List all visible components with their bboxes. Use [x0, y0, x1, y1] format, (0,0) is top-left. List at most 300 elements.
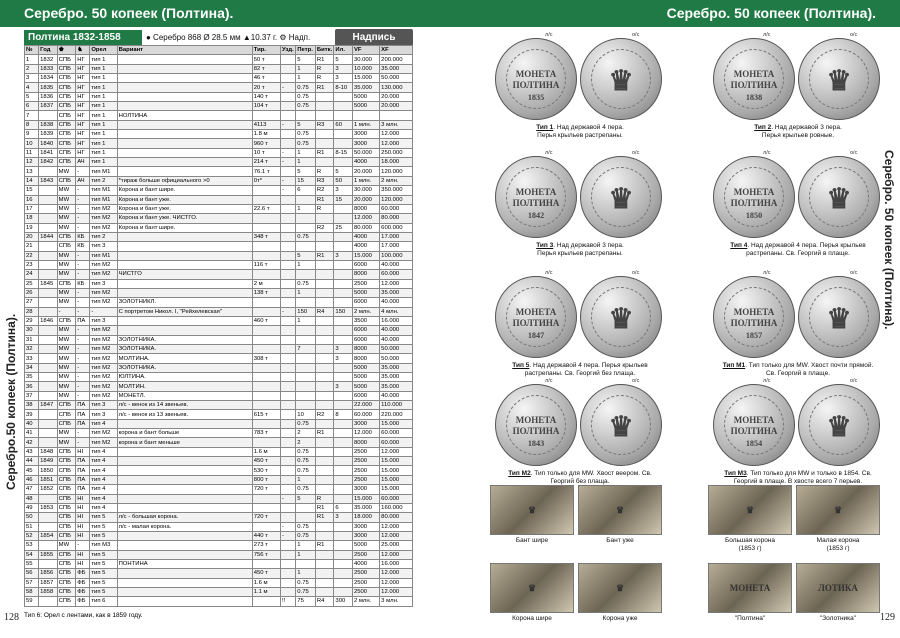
table-cell: - [76, 373, 90, 382]
table-cell [281, 279, 296, 288]
table-cell [296, 111, 316, 120]
table-cell: 3000 [352, 419, 379, 428]
side-title-right: Серебро. 50 копеек (Полтина). [882, 150, 896, 330]
table-cell: 3 млн. [380, 120, 413, 129]
table-cell: тип М2 [90, 373, 117, 382]
table-cell: R1 [315, 83, 334, 92]
table-cell: тип 4 [90, 485, 117, 494]
table-cell: ФБ [76, 569, 90, 578]
table-row [25, 335, 413, 344]
table-cell: 10 т [252, 148, 280, 157]
table-cell [315, 485, 334, 494]
table-cell: 120.000 [380, 195, 413, 204]
table-cell: 20 [25, 232, 39, 241]
table-cell: 35 [25, 373, 39, 382]
table-cell: 54 [25, 550, 39, 559]
table-cell: НГ [76, 139, 90, 148]
table-cell: тип М1 [90, 251, 117, 260]
table-cell: R [315, 494, 334, 503]
table-cell [296, 354, 316, 363]
table-cell: 60.000 [380, 438, 413, 447]
table-cell: 2500 [352, 279, 379, 288]
table-cell: 16 [25, 195, 39, 204]
table-cell: 30.000 [352, 55, 379, 64]
table-cell [334, 139, 353, 148]
table-cell: НI [76, 513, 90, 522]
table-cell: тип 3 [90, 279, 117, 288]
table-cell: тип М2 [90, 391, 117, 400]
table-cell [281, 513, 296, 522]
table-cell: НI [76, 447, 90, 456]
table-cell: 1 [296, 148, 316, 157]
table-cell [315, 242, 334, 251]
table-cell: 0т* [252, 176, 280, 185]
table-cell: 120.000 [380, 167, 413, 176]
table-cell: СПБ [57, 148, 76, 157]
detail-motif: ♛ [615, 505, 625, 516]
detail-motif: ЛОТИКА [818, 583, 858, 594]
coin-year: 1847 [527, 331, 545, 341]
table-cell [252, 307, 280, 316]
table-cell: 15.000 [352, 494, 379, 503]
table-cell: 783 т [252, 429, 280, 438]
table-cell [281, 466, 296, 475]
table-cell: тип М2 [90, 354, 117, 363]
table-cell: Корона и бант шире. [117, 223, 252, 232]
table-row [25, 363, 413, 372]
table-cell [117, 288, 252, 297]
table-row [25, 541, 413, 550]
column-header: ♞ [76, 46, 90, 55]
table-cell [296, 326, 316, 335]
table-cell: 15 [334, 195, 353, 204]
table-row [25, 83, 413, 92]
coin-legend: МОНЕТА ПОЛТИНА [730, 306, 778, 328]
table-row [25, 139, 413, 148]
table-cell: R [315, 74, 334, 83]
table-cell: 1842 [39, 158, 58, 167]
coin-caption: Тип М1. Тип только для MW. Хвост почти прямой. Св. Георгий в плаще. [722, 362, 874, 377]
table-cell: 1849 [39, 457, 58, 466]
table-cell: тип М2 [90, 260, 117, 269]
table-cell: 3 [25, 74, 39, 83]
table-cell: MW [57, 345, 76, 354]
table-row [25, 298, 413, 307]
table-cell: тип 4 [90, 447, 117, 456]
table-cell [315, 260, 334, 269]
table-cell [315, 391, 334, 400]
table-cell: MW [57, 204, 76, 213]
table-cell: 308 т [252, 354, 280, 363]
table-row [25, 111, 413, 120]
table-cell: 49 [25, 503, 39, 512]
table-cell: СПБ [57, 559, 76, 568]
table-cell [334, 279, 353, 288]
table-cell: 1853 [39, 503, 58, 512]
side-title-left: Серебро.50 копеек (Полтина). [4, 313, 18, 490]
table-row [25, 345, 413, 354]
table-cell [296, 242, 316, 251]
table-cell [334, 494, 353, 503]
table-cell: MW [57, 195, 76, 204]
table-cell: СПБ [57, 139, 76, 148]
table-cell: - [76, 382, 90, 391]
table-cell: 2500 [352, 550, 379, 559]
table-cell: тип 5 [90, 550, 117, 559]
table-cell: ПА [76, 457, 90, 466]
table-cell: КБ [76, 242, 90, 251]
table-cell: тип М2 [90, 363, 117, 372]
table-cell: СПБ [57, 401, 76, 410]
detail-caption: Бант уже [606, 537, 634, 544]
table-cell [281, 270, 296, 279]
table-cell [39, 354, 58, 363]
table-cell: СПБ [57, 410, 76, 419]
table-cell: МОЛТИНА. [117, 354, 252, 363]
table-cell: 35.000 [380, 382, 413, 391]
table-row [25, 204, 413, 213]
header-left: Серебро. 50 копеек (Полтина). [0, 0, 450, 27]
table-cell: - [76, 260, 90, 269]
table-cell: MW [57, 438, 76, 447]
table-cell [334, 102, 353, 111]
table-cell: 11 [25, 148, 39, 157]
label-os: о/с [632, 270, 640, 276]
table-cell: 52 [25, 531, 39, 540]
table-cell: 46 т [252, 74, 280, 83]
detail-photo [490, 563, 574, 613]
table-cell: 1 [296, 316, 316, 325]
table-cell: тип 1 [90, 158, 117, 167]
table-cell: 76.1 т [252, 167, 280, 176]
table-cell [281, 410, 296, 419]
table-cell [315, 438, 334, 447]
detail-caption: "Золотника" [819, 615, 857, 622]
table-cell [281, 288, 296, 297]
label-ls: л/с [545, 32, 553, 38]
table-cell: 200.000 [380, 55, 413, 64]
table-cell [315, 279, 334, 288]
coin-legend: МОНЕТА ПОЛТИНА [730, 68, 778, 90]
table-cell: 1.1 м [252, 587, 280, 596]
table-cell: 4 [25, 83, 39, 92]
label-ls: л/с [545, 150, 553, 156]
table-cell: 3 [334, 251, 353, 260]
table-cell: 35.000 [352, 83, 379, 92]
table-row [25, 401, 413, 410]
table-cell: 1 [296, 204, 316, 213]
table-cell: 960 т [252, 139, 280, 148]
table-cell: НГ [76, 55, 90, 64]
table-cell: 15.000 [352, 74, 379, 83]
table-cell: 10.000 [352, 64, 379, 73]
table-cell [281, 485, 296, 494]
caption-type: Тип 3 [536, 242, 554, 249]
column-header: Ил. [334, 46, 353, 55]
table-cell: - [76, 186, 90, 195]
table-cell: R1 [315, 148, 334, 157]
table-cell: 20.000 [352, 167, 379, 176]
table-cell: - [76, 429, 90, 438]
table-cell [117, 475, 252, 484]
table-cell: 440 т [252, 531, 280, 540]
table-cell [252, 391, 280, 400]
table-cell: 1833 [39, 64, 58, 73]
label-os: о/с [850, 270, 858, 276]
table-cell [39, 335, 58, 344]
table-cell: 6 [296, 186, 316, 195]
table-cell: 100.000 [380, 251, 413, 260]
table-cell: 1848 [39, 447, 58, 456]
table-cell [315, 270, 334, 279]
table-cell: 5 [334, 55, 353, 64]
coin-legend: МОНЕТА ПОЛТИНА [512, 68, 560, 90]
coin-reverse [713, 38, 795, 120]
table-cell: НГ [76, 64, 90, 73]
table-cell [334, 204, 353, 213]
table-cell [281, 363, 296, 372]
coin-specs: ● Серебро 868 Ø 28.5 мм ▲10.37 г. ⚙ Надп. [146, 33, 311, 42]
table-cell [39, 298, 58, 307]
table-cell: 60.000 [380, 494, 413, 503]
table-cell [117, 316, 252, 325]
table-cell: 16.000 [380, 559, 413, 568]
table-row [25, 214, 413, 223]
table-cell [334, 401, 353, 410]
column-header: ♚ [57, 46, 76, 55]
table-cell: НI [76, 550, 90, 559]
table-cell: 21 [25, 242, 39, 251]
table-cell: СПБ [57, 316, 76, 325]
table-cell: MW [57, 541, 76, 550]
coin-caption: Тип 3. Над державой 3 пера. Перья крыльев растрепаны. [536, 242, 624, 257]
table-cell: НI [76, 503, 90, 512]
table-cell: 1 [296, 541, 316, 550]
table-cell [315, 569, 334, 578]
table-cell [296, 270, 316, 279]
table-cell: 20 т [252, 83, 280, 92]
table-cell [281, 447, 296, 456]
table-cell [315, 531, 334, 540]
table-cell [315, 419, 334, 428]
table-cell: 0.75 [296, 447, 316, 456]
label-os: о/с [850, 150, 858, 156]
table-row [25, 64, 413, 73]
table-cell: 1 [296, 158, 316, 167]
table-cell: 1837 [39, 102, 58, 111]
label-os: о/с [850, 32, 858, 38]
table-cell: 38 [25, 401, 39, 410]
table-cell: 600.000 [380, 223, 413, 232]
table-row [25, 419, 413, 428]
table-cell: НГ [76, 74, 90, 83]
table-cell: 60 [334, 120, 353, 129]
table-cell: СПБ [57, 83, 76, 92]
table-cell [281, 429, 296, 438]
table-cell: 26 [25, 288, 39, 297]
table-cell: тип 1 [90, 102, 117, 111]
coin-year: 1854 [745, 439, 763, 449]
table-cell: 60.000 [352, 410, 379, 419]
table-cell [315, 298, 334, 307]
table-cell: 1847 [39, 401, 58, 410]
table-cell: 12.000 [380, 447, 413, 456]
table-cell: 17 [25, 204, 39, 213]
table-cell: 1839 [39, 130, 58, 139]
table-cell: 3000 [352, 139, 379, 148]
table-cell: 2500 [352, 569, 379, 578]
table-cell: тип М2 [90, 214, 117, 223]
column-header: Битк. [316, 47, 333, 54]
table-cell [281, 335, 296, 344]
table-cell [281, 260, 296, 269]
table-cell: 1852 [39, 485, 58, 494]
table-cell: 5 [296, 167, 316, 176]
table-cell: л/с - большая корона. [117, 513, 252, 522]
table-cell [334, 587, 353, 596]
table-cell [281, 316, 296, 325]
table-cell [334, 260, 353, 269]
table-cell: СПБ [57, 569, 76, 578]
table-row [25, 270, 413, 279]
table-cell [117, 167, 252, 176]
coin-reverse [495, 156, 577, 238]
table-cell [334, 559, 353, 568]
table-cell: 1844 [39, 232, 58, 241]
table-cell [315, 326, 334, 335]
table-cell [39, 214, 58, 223]
detail-motif: ♛ [833, 505, 843, 516]
table-cell: 0.75 [296, 587, 316, 596]
coin-obverse [798, 38, 880, 120]
table-cell: 5 [25, 92, 39, 101]
column-header: № [25, 46, 39, 55]
table-row [25, 326, 413, 335]
table-row [25, 158, 413, 167]
table-cell [117, 260, 252, 269]
table-cell [252, 597, 280, 606]
table-cell: ФБ [76, 597, 90, 606]
table-cell: MW [57, 429, 76, 438]
table-cell: 15.000 [380, 485, 413, 494]
table-cell: MW [57, 260, 76, 269]
table-cell: - [281, 120, 296, 129]
table-cell [281, 578, 296, 587]
table-cell: 5000 [352, 382, 379, 391]
table-cell: 160.000 [380, 503, 413, 512]
table-cell: НГ [76, 83, 90, 92]
table-cell: 3 [334, 382, 353, 391]
table-cell [352, 111, 379, 120]
table-row [25, 457, 413, 466]
caption-type: Тип М3 [724, 470, 747, 477]
table-cell: 35.000 [380, 363, 413, 372]
table-cell: 12.000 [380, 569, 413, 578]
table-cell [281, 92, 296, 101]
table-cell [39, 438, 58, 447]
table-cell [315, 373, 334, 382]
table-cell [39, 373, 58, 382]
table-cell: 80.000 [352, 223, 379, 232]
table-cell: 6000 [352, 298, 379, 307]
table-cell: НI [76, 494, 90, 503]
table-cell [315, 550, 334, 559]
table-cell: R4 [315, 597, 334, 606]
table-cell: СПБ [57, 466, 76, 475]
table-cell: тип 3 [90, 316, 117, 325]
table-cell: 1 [296, 260, 316, 269]
table-cell: 44 [25, 457, 39, 466]
table-cell: 15.000 [380, 466, 413, 475]
table-row [25, 195, 413, 204]
table-cell: АЧ [76, 158, 90, 167]
table-cell: 1.8 м [252, 130, 280, 139]
table-cell: *тираж больше официального >0 [117, 176, 252, 185]
table-cell [281, 419, 296, 428]
table-cell [117, 102, 252, 111]
table-row [25, 316, 413, 325]
table-cell [334, 92, 353, 101]
table-row [25, 494, 413, 503]
table-cell [117, 419, 252, 428]
table-cell: 1.6 м [252, 447, 280, 456]
table-cell: тип 4 [90, 475, 117, 484]
table-cell: ЗОЛОТНИКА. [117, 363, 252, 372]
table-cell: - [76, 214, 90, 223]
table-cell [334, 522, 353, 531]
table-cell: ПА [76, 466, 90, 475]
table-cell: MW [57, 186, 76, 195]
table-row [25, 354, 413, 363]
table-cell: R1 [315, 55, 334, 64]
eagle-icon: ♛ [608, 411, 634, 443]
table-cell [117, 242, 252, 251]
table-cell: 1838 [39, 120, 58, 129]
table-cell: 80.000 [380, 513, 413, 522]
table-cell: 5000 [352, 102, 379, 111]
table-cell: 2500 [352, 457, 379, 466]
detail-caption: "Полтина" [734, 615, 766, 622]
table-cell: 0.75 [296, 457, 316, 466]
table-cell [281, 401, 296, 410]
table-cell: - [281, 307, 296, 316]
table-cell: СПБ [57, 597, 76, 606]
table-cell: 27 [25, 298, 39, 307]
table-cell: СПБ [57, 513, 76, 522]
table-cell [117, 120, 252, 129]
table-cell: 40.000 [380, 298, 413, 307]
table-cell [296, 503, 316, 512]
table-cell: тип 6 [90, 597, 117, 606]
table-cell [334, 158, 353, 167]
table-cell: 6000 [352, 260, 379, 269]
table-row [25, 373, 413, 382]
table-cell: ПОНТИНА [117, 559, 252, 568]
table-cell [39, 111, 58, 120]
table-cell [252, 401, 280, 410]
table-cell [315, 475, 334, 484]
table-row [25, 232, 413, 241]
table-cell: 1 [296, 475, 316, 484]
table-cell: тип М3 [90, 541, 117, 550]
table-cell: 530 т [252, 466, 280, 475]
table-cell [281, 569, 296, 578]
column-header: Год [39, 46, 58, 55]
table-cell [315, 447, 334, 456]
table-cell [117, 83, 252, 92]
table-cell [296, 195, 316, 204]
table-cell [252, 186, 280, 195]
